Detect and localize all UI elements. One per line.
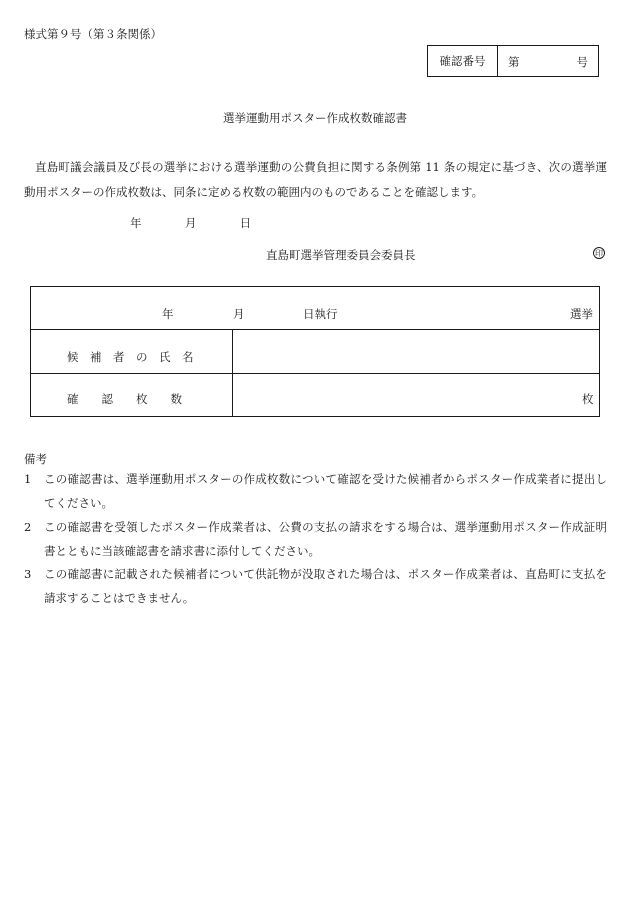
confirmed-count-label: 確 認 枚 数 [67,392,182,406]
confirmation-number-field[interactable] [498,46,598,76]
remark-text: この確認書を受領したポスター作成業者は、公費の支払の請求をする場合は、選挙運動用ポスター作成証明書とともに当該確認書を請求書に添付してください。 [44,520,607,558]
remark-number: 2 [24,520,32,534]
remark-item [24,562,607,610]
candidate-table [30,286,600,417]
election-label: 選挙 [570,307,593,321]
date-year-label: 年 [130,216,142,230]
remark-item [24,515,607,563]
remark-text: この確認書は、選挙運動用ポスターの作成枚数について確認を受けた候補者からポスター作成業者に提出してください。 [44,472,607,510]
body-paragraph: 直島町議会議員及び長の選挙における選挙運動の公費負担に関する条例第 11 条の規定に基づき、次の選挙運動用ポスターの作成枚数は、同条に定める枚数の範囲内のものであることを確認します。 [24,160,607,199]
confirmed-count-unit: 枚 [582,392,594,406]
table-divider [232,330,233,416]
remark-item [24,467,607,515]
committee-chair: 直島町選挙管理委員会委員長 [266,248,416,262]
election-day-exec-label: 日執行 [303,307,338,321]
remark-text: この確認書に記載された候補者について供託物が没取された場合は、ポスター作成業者は、直島町に支払を請求することはできません。 [44,567,607,605]
seal-mark: 印 [595,249,603,258]
form-number: 様式第９号（第３条関係） [24,27,162,41]
confirmation-dai: 第 [508,55,520,69]
election-year-label: 年 [162,307,174,321]
remark-number: 3 [24,567,32,581]
remark-number: 1 [24,472,32,486]
date-month-label: 月 [184,216,197,230]
election-month-label: 月 [233,307,245,321]
confirmation-go: 号 [576,55,588,69]
issue-date[interactable] [130,215,251,231]
confirmed-count-row [31,374,599,416]
document-title: 選挙運動用ポスター作成枚数確認書 [223,111,407,125]
date-day-label: 日 [239,216,252,230]
candidate-name-row [31,330,599,374]
election-date-row[interactable] [31,287,599,330]
remarks-heading: 備考 [24,452,47,466]
candidate-name-label: 候 補 者 の 氏 名 [67,350,194,364]
confirmation-number-label: 確認番号 [428,46,498,76]
confirmation-number-box [427,45,599,77]
